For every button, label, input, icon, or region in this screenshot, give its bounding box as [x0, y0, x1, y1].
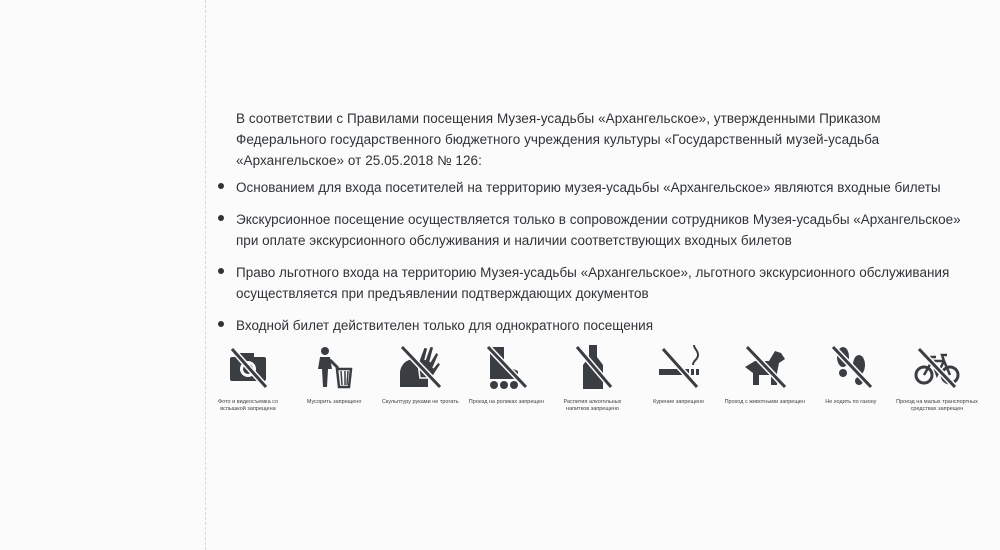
icon-cell-animals [722, 343, 808, 433]
rule-item [218, 209, 978, 251]
no-smoking-icon [655, 343, 703, 391]
icon-caption: Курение запрещено [653, 399, 705, 405]
icon-caption: Проход с животными запрещен [724, 399, 805, 405]
icon-caption: Проезд на малых транспортных средствах запрещен [896, 399, 978, 412]
icon-cell-photo [205, 343, 291, 433]
icon-cell-bicycles [894, 343, 980, 433]
icon-cell-littering [291, 343, 377, 433]
icon-cell-rollerblades [463, 343, 549, 433]
icon-caption: Фото и видеосъемка со вспышкой запрещена [217, 399, 279, 412]
icon-caption: Скульптуру руками не трогать [381, 399, 459, 405]
no-alcohol-icon [569, 343, 617, 391]
rule-item [218, 315, 978, 336]
icon-cell-grass [808, 343, 894, 433]
bullet-icon [218, 268, 224, 274]
bullet-icon [218, 321, 224, 327]
icon-caption: Не ходить по газону [825, 399, 877, 405]
no-animals-icon [741, 343, 789, 391]
intro-paragraph: В соответствии с Правилами посещения Музея-усадьбы «Архангельское», утвержденными Приказом Федерального государственного бюджетного учреждения культуры «Государственный музей-усадьба «Архангельское» от 25.05.2018 № 126: [236, 111, 881, 168]
no-photo-icon [224, 343, 272, 391]
icon-caption: Мусорить запрещено [306, 399, 362, 405]
bullet-icon [218, 183, 224, 189]
perforation-line [205, 0, 206, 550]
rule-item [218, 177, 978, 198]
icon-caption: Проезд на роликах запрещен [468, 399, 544, 405]
no-rollerblades-icon [482, 343, 530, 391]
icon-caption: Распития алкогольных напитков запрещено [563, 399, 622, 412]
no-walking-on-grass-icon [827, 343, 875, 391]
no-littering-icon [310, 343, 358, 391]
rule-text: Экскурсионное посещение осуществляется только в сопровождении сотрудников Музея-усадьбы «Архангельское» при оплате экскурсионного обслуживания и наличии соответствующих входных билетов [236, 212, 961, 248]
no-touching-icon [396, 343, 444, 391]
no-bicycles-icon [913, 343, 961, 391]
rules-list [218, 177, 978, 347]
icon-cell-touching [377, 343, 463, 433]
rule-text: Право льготного входа на территорию Музея-усадьбы «Архангельское», льготного экскурсионного обслуживания осуществляется при предъявлении подтверждающих документов [236, 265, 950, 301]
bullet-icon [218, 215, 224, 221]
prohibition-icons-row [205, 343, 980, 433]
icon-cell-alcohol [550, 343, 636, 433]
icon-cell-smoking [636, 343, 722, 433]
rule-text: Основанием для входа посетителей на территорию музея-усадьбы «Архангельское» являются входные билеты [236, 180, 941, 195]
rule-text: Входной билет действителен только для однократного посещения [236, 318, 654, 333]
rule-item [218, 262, 978, 304]
